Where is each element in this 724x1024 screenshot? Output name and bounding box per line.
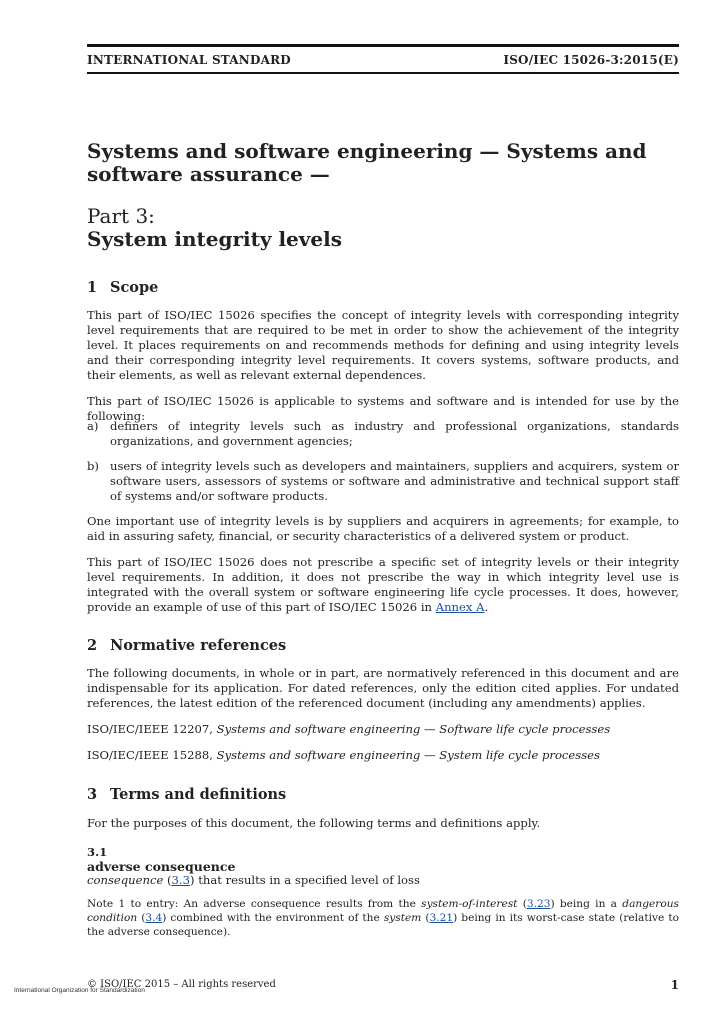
paragraph-text: This part of ISO/IEC 15026 does not prescribe a specific set of integrity levels or their integrity level requirements. In addition, it does not prescribe the way in which integrity level use is integrated with the overall system or software engineering life cycle processes. It does, however, provide an example of use of this part of ISO/IEC 15026 in [87, 555, 679, 614]
term-ref-link[interactable]: 3.3 [171, 873, 190, 887]
scope-paragraph-2: This part of ISO/IEC 15026 is applicable to systems and software and is intended for use by the following: [87, 394, 679, 423]
note-to-entry: Note 1 to entry: An adverse consequence results from the system-of-interest (3.23) being in a dangerous condition (3.4) combined with the environment of the system (3.21) being in its worst-case state (relative to the adverse consequence). [87, 898, 679, 938]
term-ref-link[interactable]: 3.21 [429, 912, 454, 924]
definition-text: that results in a specified level of loss [198, 873, 420, 887]
section-number: 3 [87, 786, 98, 803]
header-doc-type: INTERNATIONAL STANDARD [87, 53, 291, 67]
term-entry-number: 3.1 [87, 845, 108, 859]
terms-intro: For the purposes of this document, the following terms and definitions apply. [87, 816, 541, 830]
list-item-text: definers of integrity levels such as industry and professional organizations, standards organizations, and government agencies; [110, 419, 679, 448]
header-doc-number: ISO/IEC 15026-3:2015(E) [503, 53, 679, 67]
term-name: adverse consequence [87, 859, 236, 874]
list-item [87, 419, 679, 449]
annex-a-link[interactable]: Annex A [435, 600, 485, 614]
page-number: 1 [670, 978, 679, 992]
note-text: Note 1 to entry: An adverse consequence results from the [87, 898, 416, 910]
watermark: International Organization for Standardization [14, 987, 145, 994]
definition-term: consequence [87, 873, 164, 887]
section-title: Normative references [110, 637, 287, 654]
reference-entry [87, 748, 679, 763]
reference-title: Systems and software engineering — Software life cycle processes [216, 722, 611, 736]
note-term: dangerous condition [87, 898, 679, 924]
section-title: Scope [110, 279, 159, 296]
part-number: Part 3: [87, 204, 155, 228]
note-text: combined with the environment of the [170, 912, 380, 924]
reference-id: ISO/IEC/IEEE 12207, [87, 722, 213, 736]
scope-paragraph-1: This part of ISO/IEC 15026 specifies the concept of integrity levels with corresponding integrity level requirements that are required to be met in order to show the achievement of the integrity level. It places requirements on and recommends methods for defining and using integrity levels and their corresponding integrity level requirements. It covers systems, software products, and their elements, as well as relevant external dependences. [87, 308, 679, 382]
reference-title: Systems and software engineering — System life cycle processes [216, 748, 600, 762]
list-item [87, 459, 679, 504]
section-heading-scope [87, 279, 158, 296]
note-text: being in a [559, 898, 617, 910]
note-text: being in its worst-case state (relative to the adverse consequence). [87, 912, 679, 938]
part-title: System integrity levels [87, 227, 342, 251]
term-definition: consequence (3.3) that results in a specified level of loss [87, 873, 420, 887]
scope-paragraph-3: One important use of integrity levels is by suppliers and acquirers in agreements; for example, to aid in assuring safety, financial, or security characteristics of a delivered system or product. [87, 514, 679, 543]
paragraph-end: . [484, 600, 489, 614]
reference-id: ISO/IEC/IEEE 15288, [87, 748, 213, 762]
section-number: 1 [87, 279, 98, 296]
document-title [87, 140, 647, 186]
list-item-text: users of integrity levels such as developers and maintainers, suppliers and acquirers, system or software users, assessors of systems or software and administrative and technical support staff of systems and/or software products. [110, 459, 679, 503]
section-heading-normative [87, 637, 286, 654]
note-term: system [383, 912, 422, 924]
section-heading-terms [87, 786, 286, 803]
list-marker: a) [87, 419, 99, 433]
scope-paragraph-4 [87, 555, 679, 615]
title-line-1: Systems and software engineering — Systems and [87, 139, 647, 163]
running-header [87, 44, 679, 74]
title-line-2: software assurance — [87, 162, 330, 186]
note-term: system-of-interest [421, 898, 518, 910]
section-number: 2 [87, 637, 98, 654]
term-ref-link[interactable]: 3.4 [145, 912, 163, 924]
reference-entry [87, 722, 679, 737]
section-title: Terms and definitions [110, 786, 287, 803]
term-ref-link[interactable]: 3.23 [526, 898, 551, 910]
list-marker: b) [87, 459, 99, 473]
footer-copyright: © ISO/IEC 2015 – All rights reserved [87, 979, 276, 990]
normative-paragraph: The following documents, in whole or in part, are normatively referenced in this document and are indispensable for its application. For dated references, only the edition cited applies. For undated references, the latest edition of the referenced document (including any amendments) applies. [87, 666, 679, 710]
